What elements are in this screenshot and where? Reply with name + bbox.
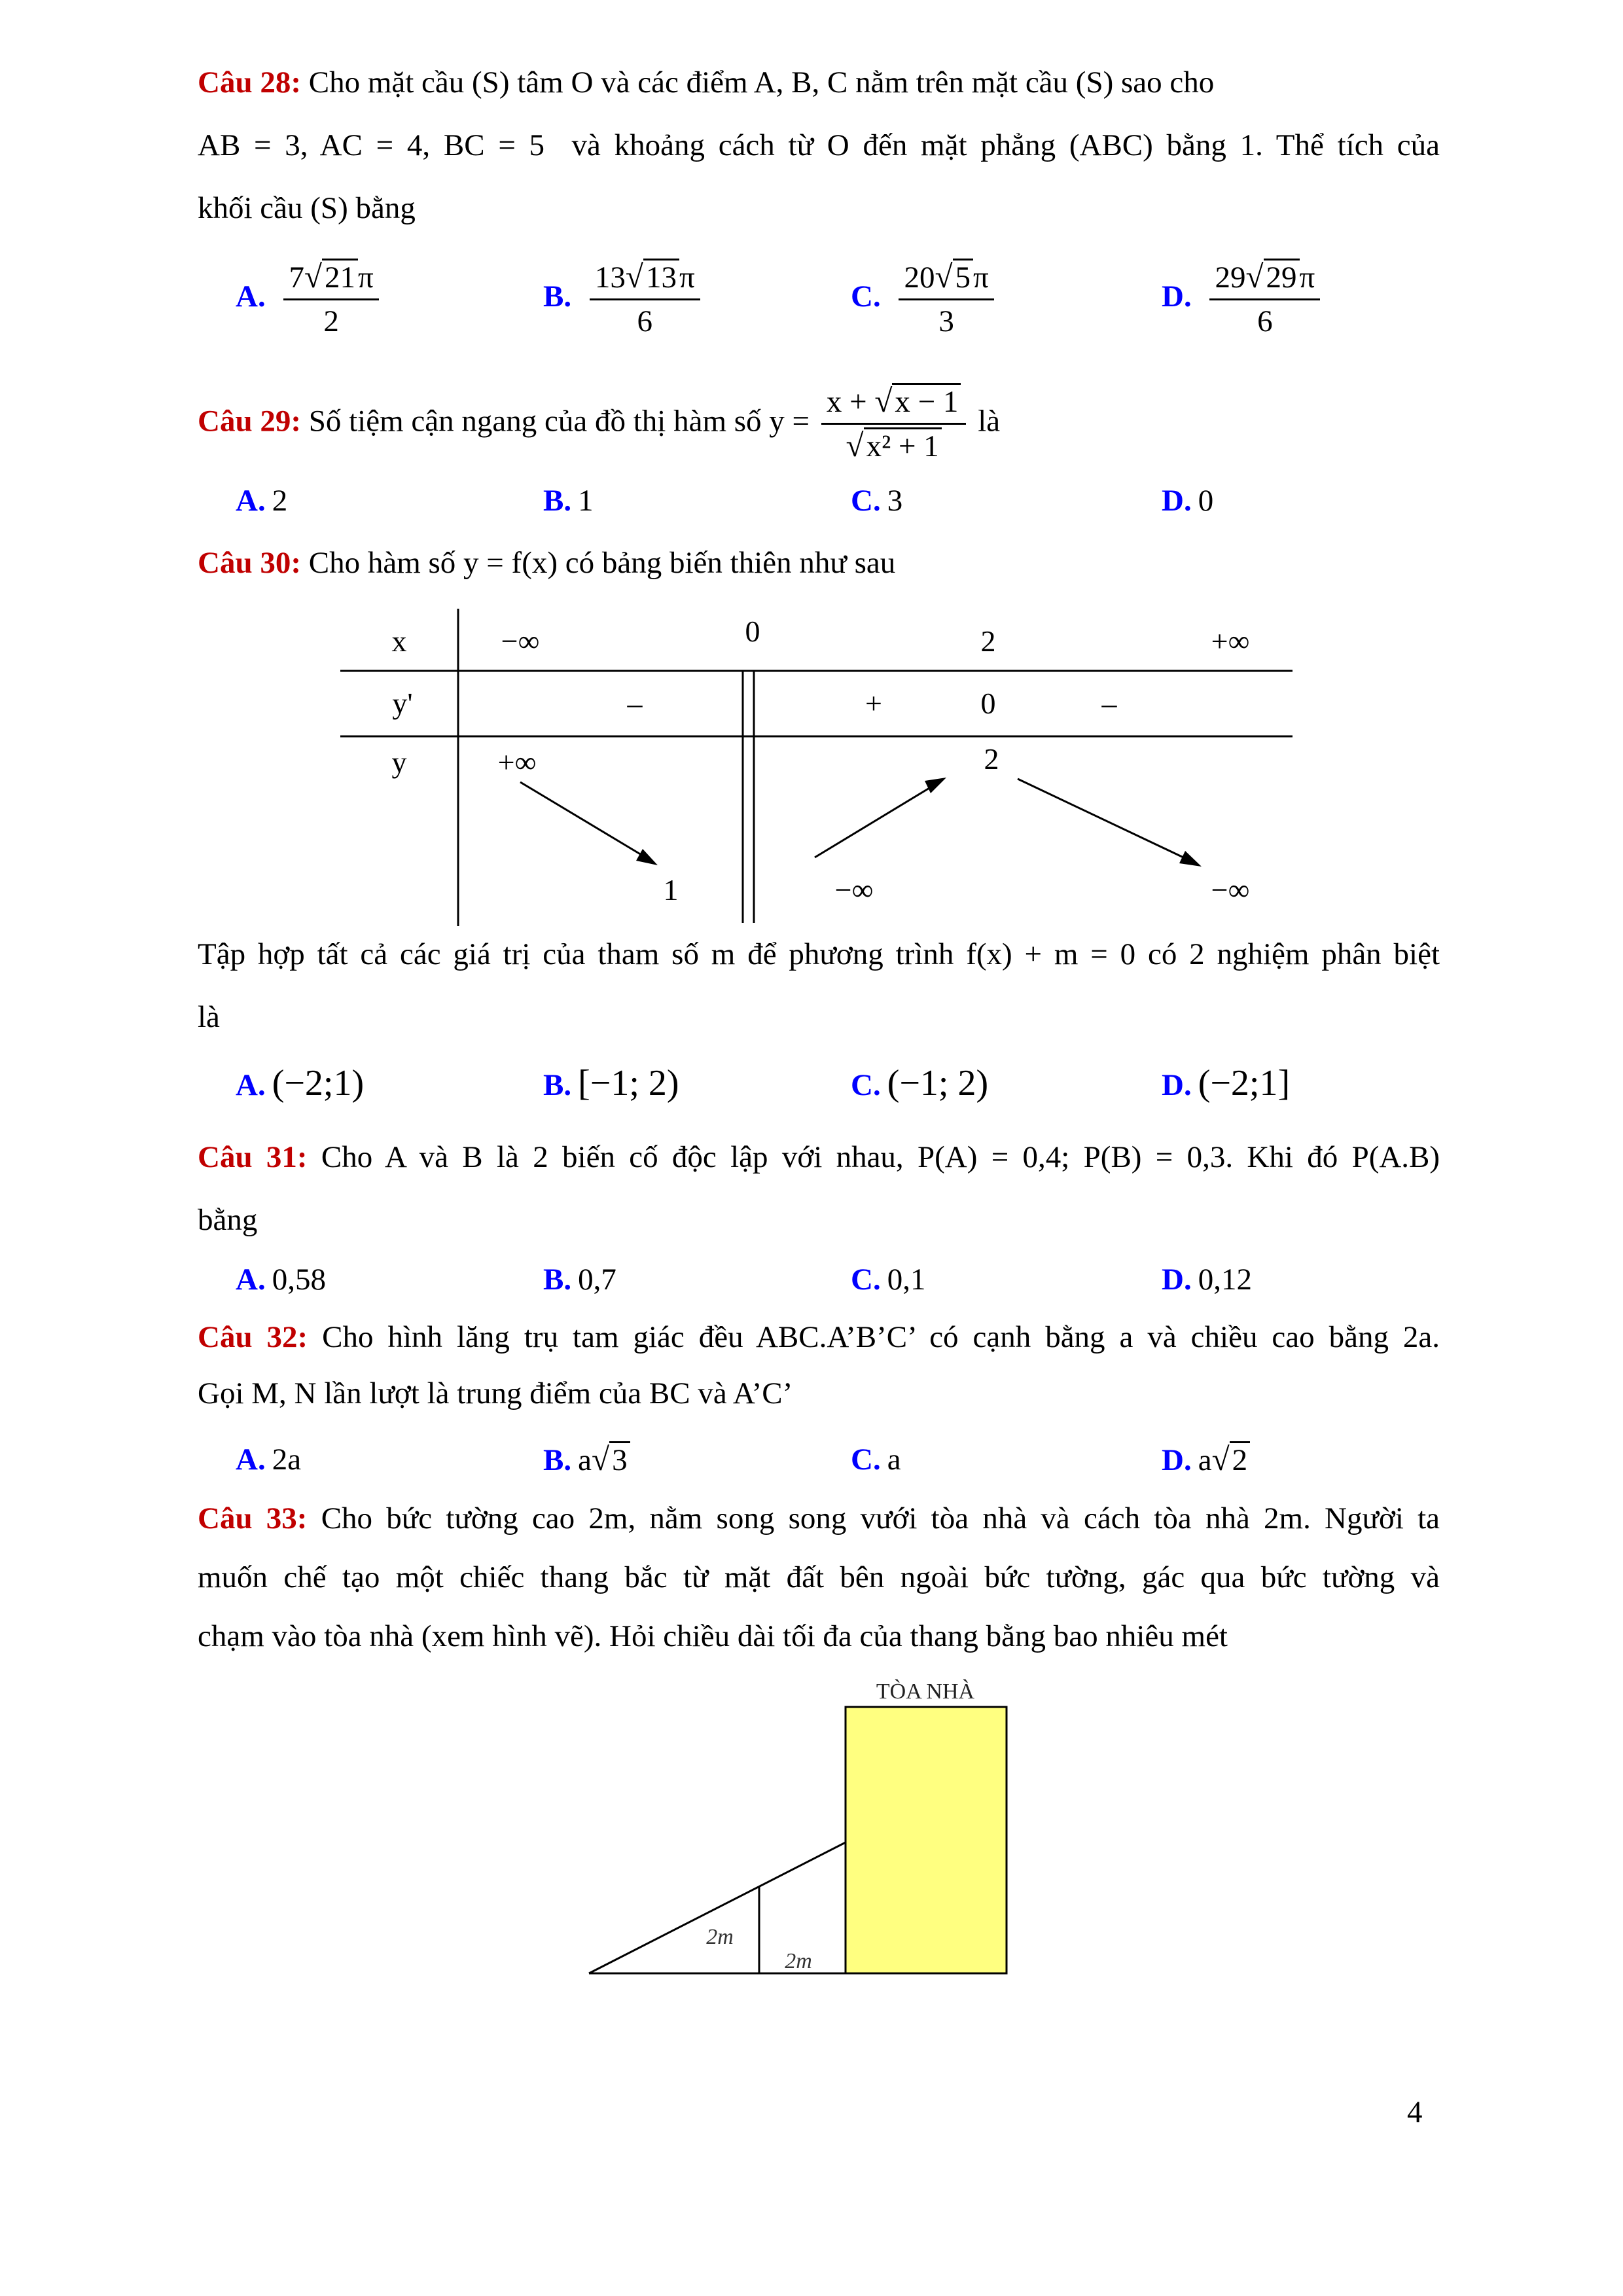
- question-text: có 2 nghiệm phân biệt: [1147, 937, 1440, 971]
- fraction: $\frac{20√5\pi}{3}$: [899, 259, 993, 340]
- option-label: D.: [1162, 279, 1192, 314]
- question-text: Gọi M, N lần lượt là trung điểm của BC và A’C’: [198, 1376, 793, 1410]
- question-30-body: [198, 923, 1440, 1049]
- question-label: Câu 30:: [198, 546, 301, 580]
- option-label: B.: [543, 279, 572, 314]
- option-c[interactable]: C. 3: [851, 484, 903, 518]
- question-label: Câu 32:: [198, 1320, 308, 1354]
- table-sign: –: [627, 687, 643, 720]
- question-text: là: [978, 404, 1001, 439]
- ladder-figure: [569, 1662, 1027, 1977]
- arrow-head: [636, 849, 658, 865]
- question-text: Số tiệm cận ngang của đồ thị hàm số: [308, 404, 762, 439]
- equation: y =: [769, 404, 810, 439]
- table-label-x: x: [391, 624, 407, 658]
- option-a[interactable]: A. (−2;1): [236, 1063, 365, 1103]
- option-a[interactable]: A. 2a: [236, 1443, 302, 1477]
- table-value: −∞: [501, 624, 540, 658]
- question-text: có bảng biến thiên như sau: [565, 546, 896, 580]
- distance-label: 2m: [785, 1949, 812, 1973]
- equation: AB = 3, AC = 4, BC = 5: [198, 128, 545, 162]
- question-text: bằng: [198, 1203, 258, 1237]
- question-32: [198, 1309, 1440, 1422]
- equation: P(A.B): [1351, 1140, 1440, 1174]
- page-number: 4: [1407, 2095, 1423, 2129]
- option-a[interactable]: A. 2: [236, 484, 288, 518]
- question-text: Cho A và B là 2 biến cố độc lập với nhau,: [321, 1140, 904, 1174]
- equation: y = f(x): [463, 546, 558, 580]
- arrow-head: [925, 778, 946, 793]
- building-label: TÒA NHÀ: [876, 1679, 975, 1704]
- table-value: −∞: [834, 873, 874, 906]
- decreasing-arrow: [1018, 779, 1194, 863]
- table-sign: –: [1101, 687, 1117, 720]
- table-value: 2: [980, 624, 996, 658]
- variation-table: [0, 0, 1623, 929]
- increasing-arrow: [815, 782, 939, 857]
- question-label: Câu 29:: [198, 404, 301, 439]
- option-label: C.: [851, 279, 881, 314]
- fraction: $\frac{29√29\pi}{6}$: [1209, 259, 1320, 340]
- question-text: muốn chế tạo một chiếc thang bắc từ mặt đất bên ngoài bức tường, gác qua bức tường và: [198, 1560, 1440, 1594]
- table-sign: +: [865, 687, 882, 720]
- option-b[interactable]: B. 0,7: [543, 1263, 616, 1297]
- table-value: +∞: [1211, 624, 1250, 658]
- option-c[interactable]: C. 0,1: [851, 1263, 926, 1297]
- question-text: Cho hàm số: [308, 546, 456, 580]
- equation: (ABC): [1069, 128, 1153, 162]
- question-text: là: [198, 1000, 220, 1034]
- option-b[interactable]: B. [−1; 2): [543, 1063, 679, 1103]
- option-label: A.: [236, 279, 266, 314]
- equation: f(x) + m = 0: [966, 937, 1136, 971]
- table-value: 0: [745, 615, 760, 648]
- question-text: bằng 1. Thể tích của: [1166, 128, 1440, 162]
- question-text: và khoảng cách từ O đến mặt phẳng: [571, 128, 1056, 162]
- option-d[interactable]: D. a√2: [1162, 1440, 1250, 1480]
- question-33: [198, 1489, 1440, 1666]
- question-text: Tập hợp tất cả các giá trị của tham số m để phương trình: [198, 937, 954, 971]
- option-c[interactable]: C. a: [851, 1443, 901, 1477]
- question-label: Câu 33:: [198, 1501, 308, 1535]
- question-text: khối cầu (S) bằng: [198, 191, 416, 225]
- option-a[interactable]: A. 0,58: [236, 1263, 326, 1297]
- table-value: −∞: [1211, 873, 1250, 906]
- table-value: +∞: [497, 745, 537, 779]
- fraction: $\frac{13√13\pi}{6}$: [590, 259, 700, 340]
- table-label-y: y: [391, 745, 407, 779]
- question-label: Câu 28:: [198, 65, 301, 99]
- building: [846, 1707, 1007, 1973]
- option-d[interactable]: D. 0: [1162, 484, 1214, 518]
- table-value: 1: [663, 873, 679, 906]
- wall-height-label: 2m: [706, 1925, 734, 1949]
- equation: P(A) = 0,4; P(B) = 0,3.: [918, 1140, 1234, 1174]
- question-text: Khi đó: [1247, 1140, 1338, 1174]
- option-b[interactable]: B. a√3: [543, 1440, 630, 1480]
- option-d[interactable]: D. 0,12: [1162, 1263, 1252, 1297]
- table-value: 0: [980, 687, 996, 720]
- question-text: Cho bức tường cao 2m, nằm song song vưới tòa nhà và cách tòa nhà 2m. Người ta: [321, 1501, 1440, 1535]
- question-label: Câu 31:: [198, 1140, 308, 1174]
- table-label-yprime: y': [392, 687, 413, 720]
- question-text: chạm vào tòa nhà (xem hình vẽ). Hỏi chiều dài tối đa của thang bằng bao nhiêu mét: [198, 1619, 1228, 1653]
- table-value: 2: [984, 742, 999, 776]
- option-c[interactable]: C. (−1; 2): [851, 1063, 989, 1103]
- question-text: Cho mặt cầu (S) tâm O và các điểm A, B, C nằm trên mặt cầu (S) sao cho: [308, 65, 1215, 99]
- question-31: [198, 1126, 1440, 1251]
- fraction: $\frac{x + √x - 1}{\text{√x² + 1}}$: [821, 383, 967, 465]
- decreasing-arrow: [520, 782, 651, 861]
- fraction: $\frac{7√21\pi}{2}$: [283, 259, 378, 340]
- option-b[interactable]: B. 1: [543, 484, 594, 518]
- question-text: Cho hình lăng trụ tam giác đều ABC.A’B’C’ có cạnh bằng a và chiều cao bằng 2a.: [322, 1320, 1440, 1354]
- option-d[interactable]: D. (−2;1]: [1162, 1063, 1291, 1103]
